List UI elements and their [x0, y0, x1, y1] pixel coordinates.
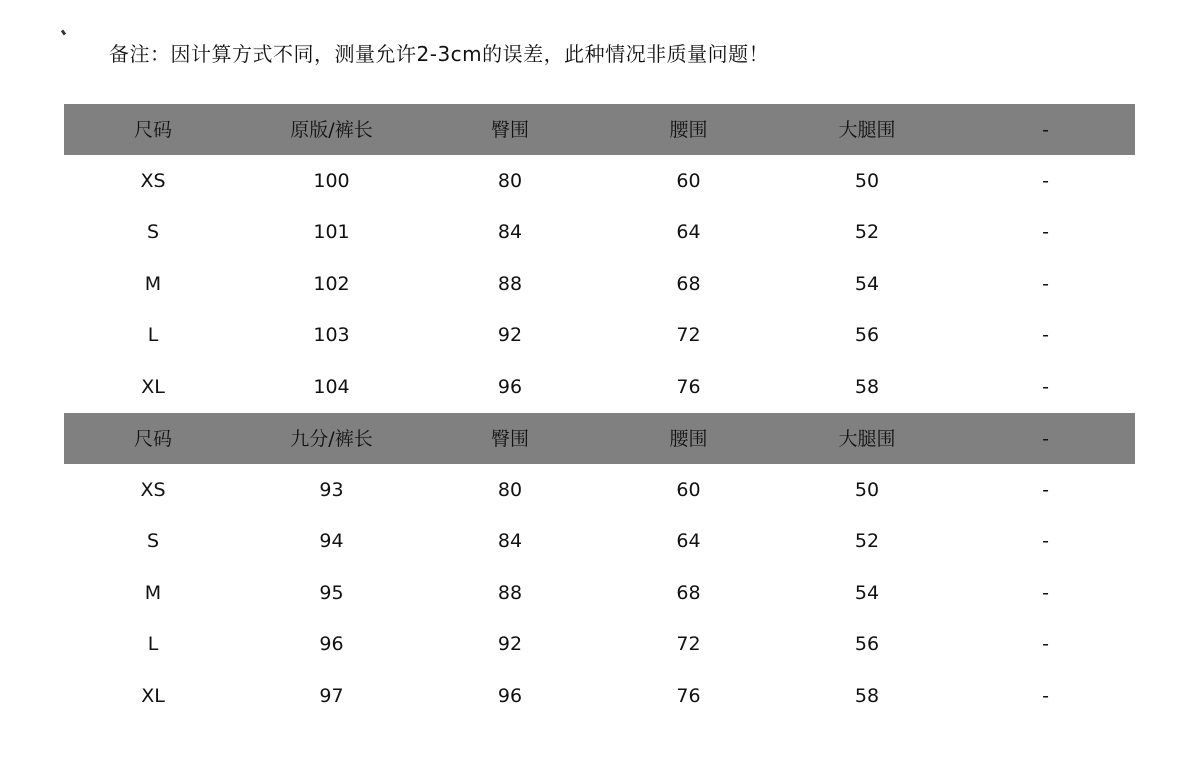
cell-empty: -: [1042, 324, 1049, 347]
cell-empty: -: [1042, 170, 1049, 193]
size-table-cropped: [64, 413, 1135, 721]
cell-empty: -: [1042, 581, 1049, 604]
cell-thigh: 54: [854, 581, 880, 604]
header-empty: -: [1042, 427, 1049, 450]
table-header-row: [64, 104, 1135, 155]
cell-hip: 96: [497, 684, 523, 707]
header-length: 九分/裤长: [290, 427, 373, 450]
header-hip: 臀围: [490, 427, 529, 450]
cell-thigh: 58: [854, 684, 880, 707]
table-row: [64, 670, 1135, 721]
header-thigh: 大腿围: [838, 427, 896, 450]
cell-waist: 72: [676, 324, 701, 347]
cell-length: 94: [319, 530, 344, 553]
cell-thigh: 52: [854, 530, 880, 553]
cell-length: 103: [313, 324, 350, 347]
cell-length: 97: [319, 684, 344, 707]
cell-waist: 68: [676, 272, 701, 295]
cell-size: L: [147, 324, 159, 347]
cell-waist: 60: [676, 479, 701, 502]
cell-empty: -: [1042, 221, 1049, 244]
table-row: [64, 619, 1135, 670]
cell-empty: -: [1042, 375, 1049, 398]
cell-empty: -: [1042, 530, 1049, 553]
cell-size: S: [146, 221, 160, 244]
cell-empty: -: [1042, 479, 1049, 502]
cell-thigh: 58: [854, 375, 880, 398]
cell-hip: 84: [497, 221, 523, 244]
header-waist: 腰围: [669, 427, 708, 450]
cell-waist: 60: [676, 170, 701, 193]
cell-hip: 92: [497, 633, 523, 656]
header-length: 原版/裤长: [290, 118, 373, 141]
cell-waist: 64: [676, 530, 701, 553]
cell-length: 101: [313, 221, 350, 244]
cell-length: 102: [313, 272, 350, 295]
header-waist: 腰围: [669, 118, 708, 141]
table-row: [64, 155, 1135, 206]
table-header-row: [64, 413, 1135, 464]
cell-thigh: 56: [854, 633, 880, 656]
cell-waist: 76: [676, 684, 701, 707]
cell-thigh: 52: [854, 221, 880, 244]
cell-thigh: 54: [854, 272, 880, 295]
cell-waist: 64: [676, 221, 701, 244]
cell-length: 100: [313, 170, 350, 193]
header-empty: -: [1042, 118, 1049, 141]
cell-waist: 72: [676, 633, 701, 656]
cell-length: 93: [319, 479, 344, 502]
measurement-note: 备注：因计算方式不同，测量允许2-3cm的误差，此种情况非质量问题！: [109, 42, 770, 66]
size-table-regular: [64, 104, 1135, 412]
cell-hip: 84: [497, 530, 523, 553]
cell-length: 96: [319, 633, 344, 656]
table-row: [64, 567, 1135, 618]
cell-thigh: 50: [854, 170, 880, 193]
cell-size: XL: [141, 375, 165, 398]
cell-hip: 96: [497, 375, 523, 398]
table-row: [64, 516, 1135, 567]
table-row: [64, 464, 1135, 515]
cell-hip: 80: [497, 479, 523, 502]
cell-size: M: [144, 581, 162, 604]
cell-hip: 88: [497, 581, 523, 604]
cell-waist: 68: [676, 581, 701, 604]
cell-size: XL: [141, 684, 165, 707]
cell-size: XS: [140, 170, 166, 193]
cell-size: L: [147, 633, 159, 656]
cell-size: XS: [140, 479, 166, 502]
header-size: 尺码: [133, 427, 172, 450]
header-thigh: 大腿围: [838, 118, 896, 141]
cell-empty: -: [1042, 684, 1049, 707]
cell-empty: -: [1042, 272, 1049, 295]
table-row: [64, 361, 1135, 412]
header-size: 尺码: [133, 118, 172, 141]
corner-mark: [61, 30, 66, 36]
cell-size: M: [144, 272, 162, 295]
cell-length: 95: [319, 581, 344, 604]
cell-hip: 80: [497, 170, 523, 193]
cell-length: 104: [313, 375, 350, 398]
cell-thigh: 56: [854, 324, 880, 347]
table-row: [64, 258, 1135, 309]
cell-thigh: 50: [854, 479, 880, 502]
table-row: [64, 207, 1135, 258]
cell-size: S: [146, 530, 160, 553]
cell-hip: 92: [497, 324, 523, 347]
cell-empty: -: [1042, 633, 1049, 656]
table-row: [64, 310, 1135, 361]
cell-waist: 76: [676, 375, 701, 398]
header-hip: 臀围: [490, 118, 529, 141]
cell-hip: 88: [497, 272, 523, 295]
